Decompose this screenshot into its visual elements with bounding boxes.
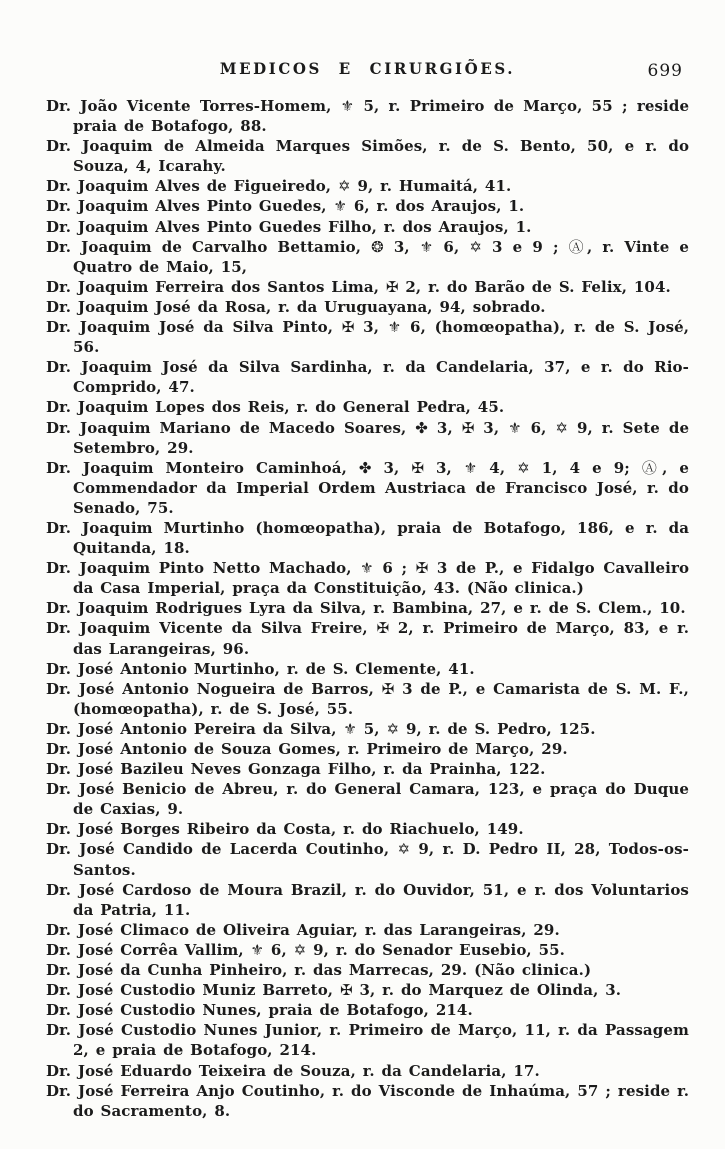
directory-entry: Dr. Joaquim Mariano de Macedo Soares, ✤ 3, ✠ 3, ⚜ 6, ✡ 9, r. Sete de Setembro, 29. [46, 418, 690, 457]
circled-a-icon: Ⓐ [641, 458, 663, 477]
directory-entry: Dr. José da Cunha Pinheiro, r. das Marrecas, 29. (Não clinica.) [46, 961, 592, 980]
directory-entry: Dr. José Cardoso de Moura Brazil, r. do Ouvidor, 51, e r. dos Voluntarios da Patria, 11. [46, 880, 689, 919]
six-pointed-star-icon: ✡ [555, 418, 569, 437]
rose-medal-icon: ⚜ [463, 458, 478, 477]
directory-entry: Dr. José Ferreira Anjo Coutinho, r. do Visconde de Inhaúma, 57 ; reside r. do Sacramento, 8. [46, 1081, 690, 1120]
directory-entry: Dr. Joaquim José da Rosa, r. da Uruguayana, 94, sobrado. [46, 297, 546, 316]
directory-entry: Dr. José Eduardo Teixeira de Souza, r. da Candelaria, 17. [46, 1061, 540, 1080]
page-header [46, 60, 689, 86]
cross-icon: ✠ [411, 458, 424, 477]
directory-entry: Dr. Joaquim de Almeida Marques Simões, r. de S. Bento, 50, e r. do Souza, 4, Icarahy. [46, 137, 690, 176]
directory-entry: Dr. Joaquim de Carvalho Bettamio, ❂ 3, ⚜ 6, ✡ 3 e 9 ; Ⓐ, r. Vinte e Quatro de Maio, 15, [46, 237, 690, 276]
rose-medal-icon: ⚜ [419, 237, 434, 256]
directory-entry: Dr. Joaquim José da Silva Pinto, ✠ 3, ⚜ 6, (homœopatha), r. de S. José, 56. [46, 318, 690, 357]
directory-entry: Dr. José Custodio Nunes Junior, r. Primeiro de Março, 11, r. da Passagem 2, e praia de Botafogo, 214. [46, 1021, 689, 1060]
directory-entry: Dr. Joaquim Alves Pinto Guedes Filho, r. dos Araujos, 1. [46, 217, 532, 236]
six-pointed-star-icon: ✡ [386, 719, 400, 738]
directory-entry: Dr. José Corrêa Vallim, ⚜ 6, ✡ 9, r. do Senador Eusebio, 55. [46, 940, 565, 959]
directory-entry: Dr. José Antonio de Souza Gomes, r. Primeiro de Março, 29. [46, 740, 568, 758]
directory-entry: Dr. José Custodio Nunes, praia de Botafogo, 214. [46, 1001, 473, 1020]
entry-list [46, 96, 689, 1121]
section-title: MEDICOS E CIRURGIÕES. [219, 59, 516, 79]
directory-entry: Dr. Joaquim Vicente da Silva Freire, ✠ 2, r. Primeiro de Março, 83, e r. das Larangeiras, 96. [46, 619, 690, 658]
cross-icon: ✠ [339, 981, 353, 1000]
directory-entry: Dr. Joaquim Pinto Netto Machado, ⚜ 6 ; ✠ 3 de P., e Fidalgo Cavalleiro da Casa Imperial, praça da Constituição, 43. (Não clinica.) [46, 559, 690, 598]
rose-medal-icon: ⚜ [343, 719, 357, 738]
directory-entry: Dr. Joaquim José da Silva Sardinha, r. da Candelaria, 37, e r. do Rio-Comprido, 47. [46, 358, 689, 397]
six-pointed-star-icon: ✡ [397, 840, 411, 859]
directory-entry: Dr. Joaquim Ferreira dos Santos Lima, ✠ 2, r. do Barão de S. Felix, 104. [46, 277, 671, 296]
page-number: 699 [647, 61, 683, 81]
rose-medal-icon: ⚜ [333, 197, 347, 216]
rose-medal-icon: ⚜ [340, 97, 355, 115]
rose-medal-icon: ⚜ [508, 418, 522, 437]
directory-entry: Dr. José Climaco de Oliveira Aguiar, r. das Larangeiras, 29. [46, 920, 560, 939]
cross-icon: ✠ [461, 418, 475, 437]
directory-entry: Dr. José Benicio de Abreu, r. do General Camara, 123, e praça do Duque de Caxias, 9. [46, 780, 690, 819]
directory-entry: Dr. João Vicente Torres-Homem, ⚜ 5, r. Primeiro de Março, 55 ; reside praia de Botafogo, 88. [46, 97, 690, 136]
directory-entry: Dr. Joaquim Lopes dos Reis, r. do General Pedra, 45. [46, 398, 505, 417]
six-pointed-star-icon: ✡ [469, 237, 482, 256]
cross-icon: ✠ [385, 277, 399, 296]
directory-entry: Dr. José Antonio Murtinho, r. de S. Clemente, 41. [46, 659, 475, 678]
cross-icon: ✠ [341, 318, 355, 337]
circled-a-icon: Ⓐ [568, 237, 587, 256]
directory-entry: Dr. José Custodio Muniz Barreto, ✠ 3, r. do Marquez de Olinda, 3. [46, 981, 622, 1000]
cross-fleury-icon: ✤ [358, 458, 372, 477]
cross-icon: ✠ [376, 619, 390, 638]
directory-entry: Dr. Joaquim Monteiro Caminhoá, ✤ 3, ✠ 3, ⚜ 4, ✡ 1, 4 e 9; Ⓐ, e Commendador da Imperial Ordem Austriaca de Francisco José, r. do Senado, 75. [46, 458, 689, 517]
six-pointed-star-icon: ✡ [517, 458, 530, 477]
six-pointed-star-icon: ✡ [337, 177, 351, 196]
cross-icon: ✠ [381, 679, 395, 698]
directory-entry: Dr. José Candido de Lacerda Coutinho, ✡ 9, r. D. Pedro II, 28, Todos-os-Santos. [46, 840, 689, 879]
directory-entry: Dr. José Antonio Pereira da Silva, ⚜ 5, ✡ 9, r. de S. Pedro, 125. [46, 719, 596, 738]
rose-medal-icon: ⚜ [387, 318, 402, 337]
rosette-icon: ❂ [371, 237, 384, 256]
directory-entry: Dr. José Antonio Nogueira de Barros, ✠ 3 de P., e Camarista de S. M. F., (homœopatha), r. de S. José, 55. [46, 679, 689, 718]
cross-icon: ✠ [415, 559, 429, 578]
directory-entry: Dr. Joaquim Alves de Figueiredo, ✡ 9, r. Humaitá, 41. [46, 177, 512, 196]
rose-medal-icon: ⚜ [360, 559, 374, 578]
six-pointed-star-icon: ✡ [293, 940, 307, 959]
directory-entry: Dr. Joaquim Alves Pinto Guedes, ⚜ 6, r. dos Araujos, 1. [46, 197, 525, 216]
directory-entry: Dr. Joaquim Rodrigues Lyra da Silva, r. Bambina, 27, e r. de S. Clem., 10. [46, 599, 686, 618]
directory-entry: Dr. José Borges Ribeiro da Costa, r. do Riachuelo, 149. [46, 820, 524, 839]
cross-fleury-icon: ✤ [415, 418, 428, 437]
rose-medal-icon: ⚜ [250, 940, 265, 959]
directory-entry: Dr. José Bazileu Neves Gonzaga Filho, r. da Prainha, 122. [46, 760, 546, 779]
directory-entry: Dr. Joaquim Murtinho (homœopatha), praia de Botafogo, 186, e r. da Quitanda, 18. [46, 518, 690, 558]
